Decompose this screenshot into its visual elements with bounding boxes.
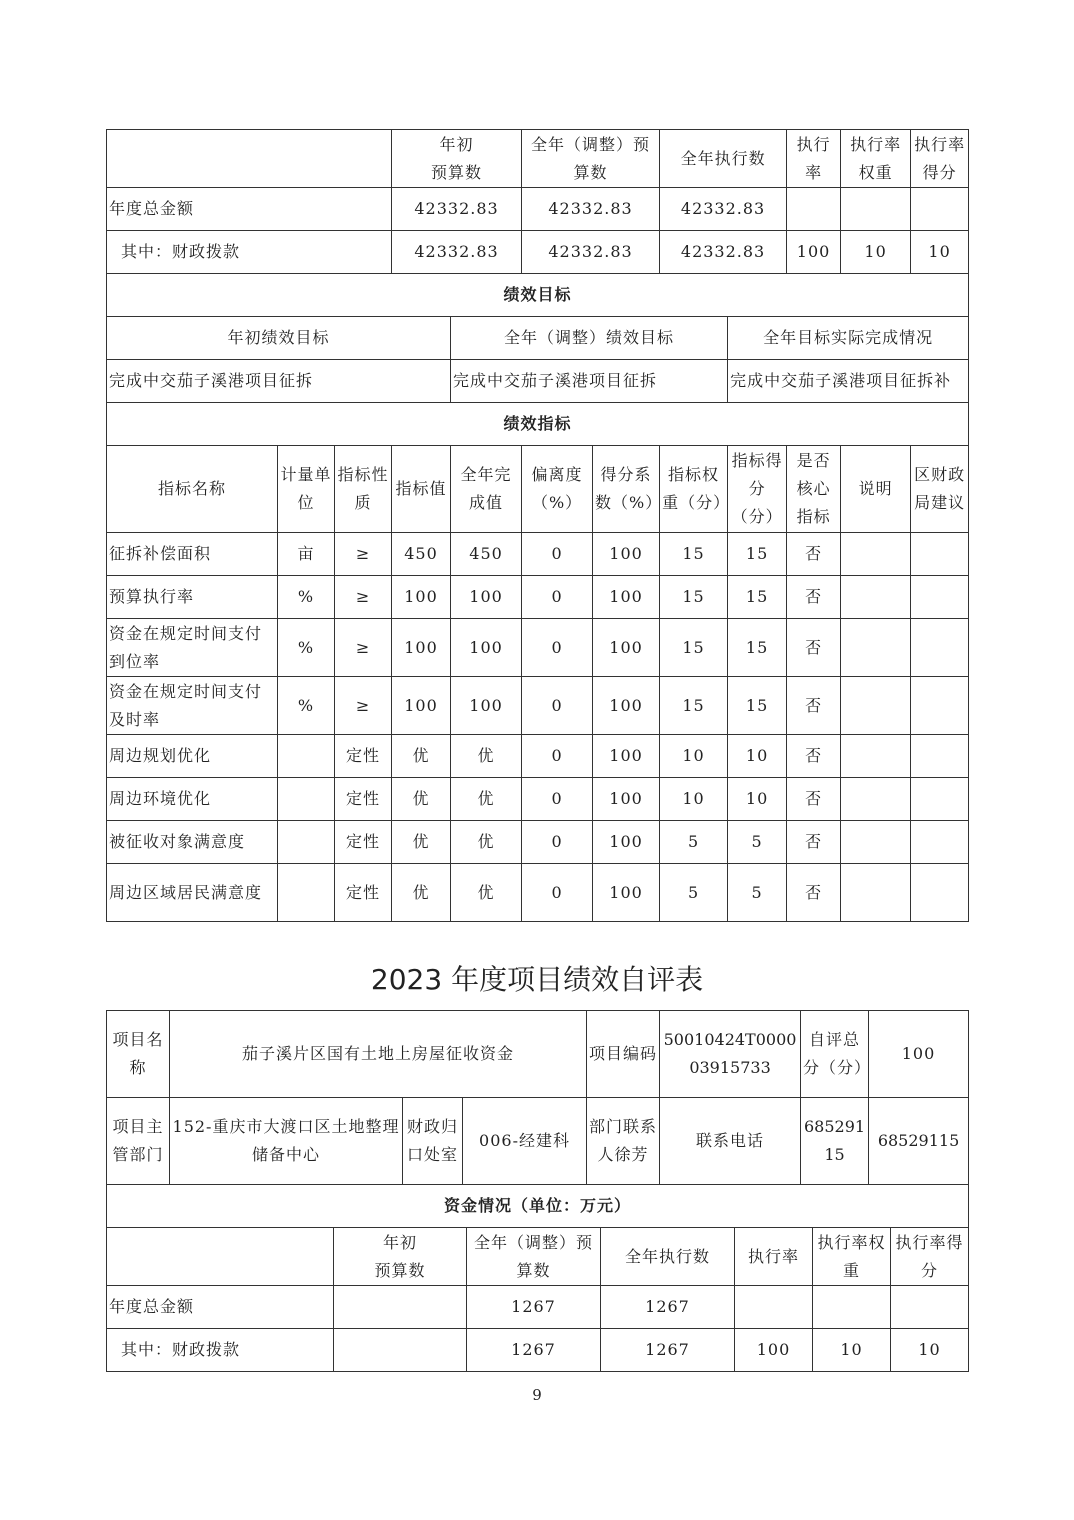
fund-row [107,1329,969,1372]
indicator-cell: 0 [522,864,593,922]
indicator-cell: 定性 [335,778,392,821]
goals-header-row [107,317,969,360]
indicator-cell: 优 [451,821,522,864]
fund-cell [813,1286,891,1329]
project-code-label: 项目编码 [587,1011,660,1098]
indicator-row [107,619,969,677]
indicator-row [107,533,969,576]
phone-label: 联系电话 [660,1098,801,1185]
score-label: 自评总分（分） [801,1011,869,1098]
fund-header-cell [107,1228,334,1286]
indicator-row [107,821,969,864]
contact-label: 部门联系人徐芳 [587,1098,660,1185]
indicator-header-cell: 得分系数（%） [593,446,660,533]
indicator-cell: 10 [660,735,728,778]
fund-cell [891,1286,969,1329]
fund-cell: 42332.83 [522,188,660,231]
indicator-cell: 优 [451,735,522,778]
indicator-row [107,864,969,922]
project-name-label: 项目名称 [107,1011,170,1098]
indicator-cell: 优 [392,778,451,821]
fund-cell [841,188,911,231]
indicator-header-cell: 是否核心指标 [787,446,841,533]
fund-cell: 1267 [601,1329,735,1372]
indicator-cell: 优 [451,778,522,821]
fund-row [107,1286,969,1329]
indicator-cell: 优 [392,735,451,778]
indicator-cell: 15 [660,533,728,576]
indicator-header-cell: 全年完成值 [451,446,522,533]
indicator-cell: 0 [522,735,593,778]
indicator-cell [278,864,335,922]
fund-cell: 10 [841,231,911,274]
fund-header-cell: 全年（调整）预算数 [467,1228,601,1286]
indicator-cell [911,735,969,778]
indicator-cell: 10 [728,778,787,821]
indicator-row [107,576,969,619]
fund-cell: 100 [735,1329,813,1372]
fund-header-cell: 执行率得分 [911,130,969,188]
finance-office-value: 006-经建科 [463,1098,587,1185]
fund-header-cell: 年初 预算数 [334,1228,467,1286]
indicator-header-cell: 指标性质 [335,446,392,533]
indicator-cell [911,864,969,922]
indicator-cell: 5 [660,864,728,922]
indicator-cell: 亩 [278,533,335,576]
fund-header-cell: 年初 预算数 [392,130,522,188]
indicator-cell: 100 [593,677,660,735]
fund-header-cell: 全年（调整）预算数 [522,130,660,188]
indicator-cell [911,619,969,677]
indicator-cell: 优 [392,864,451,922]
indicator-cell: 定性 [335,864,392,922]
fund-cell: 年度总金额 [107,188,392,231]
fund-body [107,1286,969,1372]
indicator-cell: % [278,619,335,677]
indicator-cell: 0 [522,619,593,677]
project-name: 茄子溪片区国有土地上房屋征收资金 [170,1011,587,1098]
fund-cell: 10 [813,1329,891,1372]
indicator-cell: 否 [787,619,841,677]
indicator-cell: 15 [660,677,728,735]
indicator-cell [911,778,969,821]
indicator-header-cell: 计量单位 [278,446,335,533]
fund-cell: 10 [891,1329,969,1372]
fund-header-cell: 全年执行数 [601,1228,735,1286]
indicator-cell [841,677,911,735]
fund-cell: 1267 [467,1329,601,1372]
fund-cell [334,1286,467,1329]
fund-header-cell: 执行率 [787,130,841,188]
indicator-cell: 资金在规定时间支付到位率 [107,619,278,677]
performance-table-2 [106,1010,969,1185]
indicator-cell: 100 [593,619,660,677]
indicator-cell: 0 [522,821,593,864]
indicator-cell: 5 [660,821,728,864]
indicator-row [107,677,969,735]
indicator-cell: 15 [660,576,728,619]
fund-header-row [107,1228,969,1286]
indicator-cell [911,677,969,735]
fund-cell: 其中：财政拨款 [107,231,392,274]
section-title: 2023 年度项目绩效自评表 [370,963,704,996]
fund-cell [787,188,841,231]
goals-header-cell: 全年目标实际完成情况 [728,317,969,360]
project-code: 50010424T000003915733 [660,1011,801,1098]
fund-cell: 42332.83 [392,231,522,274]
indicator-cell: 否 [787,778,841,821]
fund-cell: 42332.83 [660,188,787,231]
indicator-cell [841,864,911,922]
indicator-cell: ≥ [335,533,392,576]
indicator-cell: 100 [451,677,522,735]
indicator-cell: 优 [392,821,451,864]
indicator-cell [911,821,969,864]
indicator-cell: 否 [787,864,841,922]
goals-header-cell: 年初绩效目标 [107,317,451,360]
indicator-cell: 15 [660,619,728,677]
fund-cell: 1267 [601,1286,735,1329]
indicators-section-title: 绩效指标 [107,403,969,446]
indicator-row [107,735,969,778]
indicator-cell [278,735,335,778]
indicator-row [107,778,969,821]
indicator-cell [841,576,911,619]
indicator-cell: 0 [522,576,593,619]
indicator-header-cell: 偏离度（%） [522,446,593,533]
indicator-cell: 15 [728,533,787,576]
performance-table-1 [106,129,969,922]
indicator-header-cell: 指标名称 [107,446,278,533]
indicator-cell: 10 [660,778,728,821]
indicator-cell: 0 [522,677,593,735]
indicator-cell: 15 [728,619,787,677]
indicator-cell: 否 [787,533,841,576]
indicator-cell: 100 [451,576,522,619]
indicator-cell: 0 [522,778,593,821]
indicator-cell [278,778,335,821]
page-number: 9 [532,1386,542,1404]
indicators-header-row [107,446,969,533]
indicator-cell: % [278,576,335,619]
indicator-cell: 100 [392,677,451,735]
fund-cell: 42332.83 [522,231,660,274]
indicator-cell: 预算执行率 [107,576,278,619]
indicator-cell: 定性 [335,821,392,864]
indicator-cell: 0 [522,533,593,576]
indicator-cell: 450 [392,533,451,576]
indicator-cell: 5 [728,864,787,922]
indicator-cell [841,735,911,778]
indicator-cell: 否 [787,735,841,778]
fund-header-row [107,130,969,188]
indicator-cell: 资金在规定时间支付及时率 [107,677,278,735]
phone-value: 68529115 [801,1098,869,1185]
indicator-cell: % [278,677,335,735]
indicator-header-cell: 区财政局建议 [911,446,969,533]
indicator-cell: 定性 [335,735,392,778]
dept-label: 项目主管部门 [107,1098,170,1185]
indicator-cell: 5 [728,821,787,864]
fund-cell [334,1329,467,1372]
fund-cell: 其中：财政拨款 [107,1329,334,1372]
fund-cell: 100 [787,231,841,274]
indicator-cell: 15 [728,576,787,619]
indicator-cell: 100 [392,619,451,677]
fund-cell: 42332.83 [660,231,787,274]
phone-value: 68529115 [869,1098,969,1185]
indicator-cell: 周边区域居民满意度 [107,864,278,922]
indicators-body [107,533,969,922]
goals-value-row [107,360,969,403]
indicator-cell: 否 [787,677,841,735]
indicator-cell [911,576,969,619]
goals-value-cell: 完成中交茄子溪港项目征拆 [107,360,451,403]
fund-cell: 1267 [467,1286,601,1329]
goals-header-cell: 全年（调整）绩效目标 [451,317,728,360]
indicator-cell: 450 [451,533,522,576]
fund-cell: 10 [911,231,969,274]
fund-header-cell [107,130,392,188]
indicator-cell: 否 [787,576,841,619]
fund-header-cell: 执行率得分 [891,1228,969,1286]
indicator-cell: ≥ [335,619,392,677]
fund-cell: 42332.83 [392,188,522,231]
indicator-cell: 否 [787,821,841,864]
indicator-cell: 100 [593,778,660,821]
indicator-cell [841,778,911,821]
goals-section-title: 绩效目标 [107,274,969,317]
indicator-cell [841,821,911,864]
indicator-header-cell: 指标值 [392,446,451,533]
indicator-cell [841,533,911,576]
fund-header-cell: 执行率权重 [841,130,911,188]
indicator-cell [841,619,911,677]
dept-value: 152-重庆市大渡口区土地整理储备中心 [170,1098,403,1185]
indicator-cell: 100 [593,821,660,864]
indicator-header-cell: 说明 [841,446,911,533]
indicator-cell: 10 [728,735,787,778]
indicator-cell: ≥ [335,576,392,619]
indicator-cell: 周边环境优化 [107,778,278,821]
fund-row [107,231,969,274]
fund-row [107,188,969,231]
indicator-cell: 100 [451,619,522,677]
goals-value-cell: 完成中交茄子溪港项目征拆 [451,360,728,403]
indicator-cell: 100 [392,576,451,619]
fund-header-cell: 执行率权重 [813,1228,891,1286]
fund-header-cell: 执行率 [735,1228,813,1286]
indicator-header-cell: 指标权重（分） [660,446,728,533]
indicator-cell: 100 [593,533,660,576]
indicator-cell: 100 [593,735,660,778]
indicator-cell: 征拆补偿面积 [107,533,278,576]
fund-section-title: 资金情况（单位：万元） [107,1185,969,1228]
indicator-cell [278,821,335,864]
fund-cell [735,1286,813,1329]
indicator-cell: 周边规划优化 [107,735,278,778]
indicator-header-cell: 指标得分（分） [728,446,787,533]
indicator-cell: 100 [593,864,660,922]
finance-office-label: 财政归口处室 [403,1098,463,1185]
fund-cell [911,188,969,231]
indicator-cell: 100 [593,576,660,619]
fund-cell: 年度总金额 [107,1286,334,1329]
indicator-cell [911,533,969,576]
indicator-cell: 15 [728,677,787,735]
fund-table-2 [106,1184,969,1372]
score-value: 100 [869,1011,969,1098]
goals-value-cell: 完成中交茄子溪港项目征拆补 [728,360,969,403]
indicator-cell: ≥ [335,677,392,735]
indicator-cell: 优 [451,864,522,922]
fund-header-cell: 全年执行数 [660,130,787,188]
indicator-cell: 被征收对象满意度 [107,821,278,864]
